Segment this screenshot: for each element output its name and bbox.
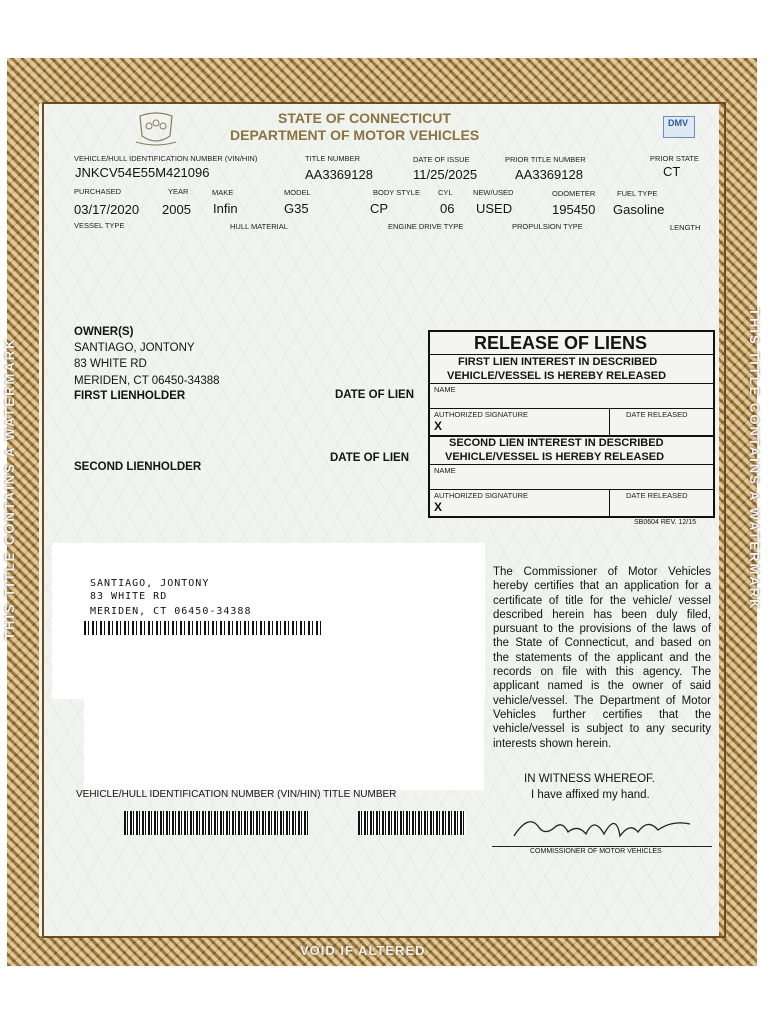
form-number: SB0604 REV. 12/15: [634, 519, 697, 526]
dmv-logo-text: DMV: [668, 118, 688, 128]
commissioner-label: COMMISSIONER OF MOTOR VEHICLES: [530, 848, 662, 855]
second-name-label: NAME: [434, 466, 456, 475]
watermark-right: THIS TITLE CONTAINS A WATERMARK: [747, 308, 762, 611]
witness-line2: I have affixed my hand.: [531, 789, 650, 801]
owner-street: 83 WHITE RD: [74, 358, 147, 370]
mailing-name: SANTIAGO, JONTONY: [90, 578, 210, 589]
first-lienholder-label: FIRST LIENHOLDER: [74, 390, 186, 402]
prior-state-value: CT: [663, 164, 681, 179]
title-number-label: TITLE NUMBER: [305, 154, 361, 163]
second-release-line1: SECOND LIEN INTEREST IN DESCRIBED: [449, 437, 664, 449]
second-signature-x: X: [434, 500, 443, 514]
propulsion-label: PROPULSION TYPE: [512, 222, 583, 231]
title-number-value: AA3369128: [305, 167, 373, 182]
vin-label: VEHICLE/HULL IDENTIFICATION NUMBER (VIN/HIN): [74, 154, 258, 163]
mailing-street: 83 WHITE RD: [90, 591, 168, 602]
make-value: Infin: [213, 201, 238, 216]
first-signature-x: X: [434, 419, 443, 433]
owners-heading: OWNER(S): [74, 326, 134, 338]
model-value: G35: [284, 201, 309, 216]
owner-name: SANTIAGO, JONTONY: [74, 342, 195, 354]
postal-barcode: [84, 621, 324, 635]
odometer-value: 195450: [552, 202, 596, 217]
commissioner-signature: [508, 806, 698, 846]
second-release-line2: VEHICLE/VESSEL IS HEREBY RELEASED: [445, 451, 665, 463]
hull-material-label: HULL MATERIAL: [230, 222, 288, 231]
bottom-vin-title-label: VEHICLE/HULL IDENTIFICATION NUMBER (VIN/HIN) TITLE NUMBER: [76, 789, 397, 800]
date-of-issue-label: DATE OF ISSUE: [413, 155, 470, 164]
body-style-value: CP: [370, 201, 389, 216]
odometer-label: ODOMETER: [552, 189, 596, 198]
state-name: STATE OF CONNECTICUT: [278, 110, 451, 126]
state-seal-icon: [134, 108, 178, 148]
fuel-type-label: FUEL TYPE: [617, 189, 658, 198]
year-value: 2005: [162, 202, 191, 217]
vessel-type-label: VESSEL TYPE: [74, 221, 125, 230]
new-used-value: USED: [476, 201, 513, 216]
purchased-value: 03/17/2020: [74, 202, 140, 217]
watermark-left: THIS TITLE CONTAINS A WATERMARK: [2, 337, 17, 640]
release-title: RELEASE OF LIENS: [474, 333, 648, 353]
certification-text: The Commissioner of Motor Vehicles hereby certifies that an application for a certificate of title for the vehicle/ vessel described herein has been duly filed, pursuant to the provisions of the laws of the State of Connecticut, and based on the statements of the applicant and the records on file with this agency. The applicant named is the owner of said vehicle/vessel. The Department of Motor Vehicles further certifies that the vehicle/vessel is subject to any security interests shown herein.: [493, 566, 711, 750]
vin-value: JNKCV54E55M421096: [75, 165, 210, 180]
redacted-area: [84, 690, 484, 790]
model-label: MODEL: [284, 188, 311, 197]
cyl-label: CYL: [438, 188, 453, 197]
owner-city: MERIDEN, CT 06450-34388: [74, 375, 220, 387]
first-date-of-lien-label: DATE OF LIEN: [335, 389, 415, 401]
year-label: YEAR: [168, 187, 189, 196]
prior-title-label: PRIOR TITLE NUMBER: [505, 155, 586, 164]
fuel-type-value: Gasoline: [613, 202, 665, 217]
release-of-liens-box: [428, 330, 715, 518]
void-if-altered: VOID IF ALTERED: [300, 943, 426, 958]
first-date-released-label: DATE RELEASED: [626, 410, 688, 419]
length-label: LENGTH: [670, 223, 701, 232]
first-release-line2: VEHICLE/VESSEL IS HEREBY RELEASED: [447, 370, 667, 382]
new-used-label: NEW/USED: [473, 188, 514, 197]
prior-state-label: PRIOR STATE: [650, 154, 699, 163]
second-date-released-label: DATE RELEASED: [626, 491, 688, 500]
department-name: DEPARTMENT OF MOTOR VEHICLES: [230, 127, 480, 143]
make-label: MAKE: [212, 188, 234, 197]
mailing-city: MERIDEN, CT 06450-34388: [90, 606, 252, 617]
second-lienholder-label: SECOND LIENHOLDER: [74, 461, 202, 473]
dmv-logo: [663, 116, 695, 138]
first-auth-sig-label: AUTHORIZED SIGNATURE: [434, 410, 529, 419]
purchased-label: PURCHASED: [74, 187, 122, 196]
body-style-label: BODY STYLE: [373, 188, 420, 197]
first-release-line1: FIRST LIEN INTEREST IN DESCRIBED: [458, 356, 658, 368]
vin-barcode: [124, 811, 309, 835]
prior-title-value: AA3369128: [515, 167, 583, 182]
signature-line: [492, 846, 712, 847]
first-name-label: NAME: [434, 385, 456, 394]
second-date-of-lien-label: DATE OF LIEN: [330, 452, 410, 464]
cyl-value: 06: [440, 201, 455, 216]
second-auth-sig-label: AUTHORIZED SIGNATURE: [434, 491, 529, 500]
engine-drive-label: ENGINE DRIVE TYPE: [388, 222, 464, 231]
date-of-issue-value: 11/25/2025: [413, 167, 478, 182]
witness-line1: IN WITNESS WHEREOF.: [524, 773, 655, 785]
title-barcode: [358, 811, 466, 835]
